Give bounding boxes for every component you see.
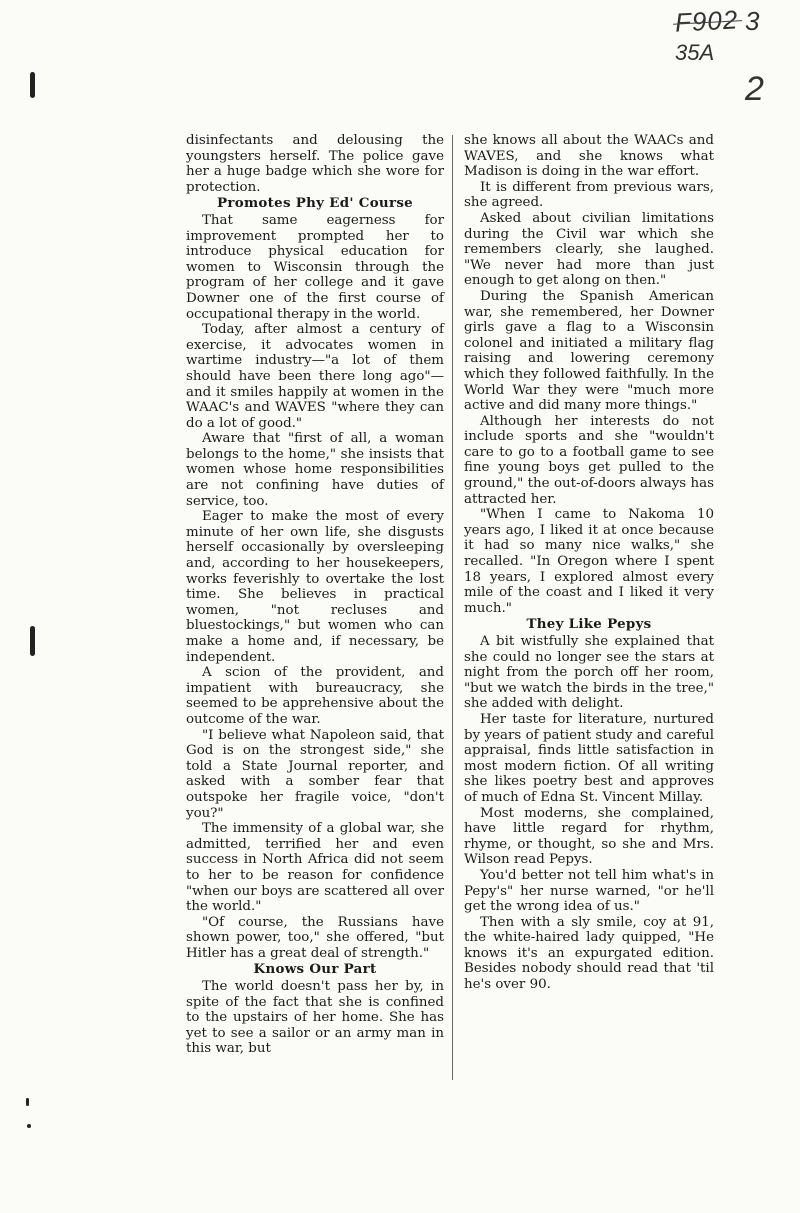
corner-number-annotation: 3	[745, 6, 760, 36]
archive-code-annotation: F902	[674, 4, 739, 38]
subheading-they-like-pepys: They Like Pepys	[526, 616, 652, 633]
column-intro-text: she knows all about the WAACs and WAVES, and she knows what Madison is doing in the war effort.	[464, 133, 714, 180]
paragraph: Eager to make the most of every minute of her own life, she disgusts herself occasionally by oversleeping and, according to her housekeepers, works feverishly to overtake the lost time. She believes in practical women, "not recluses and bluestockings," but women who can make a home and, if necessary, be independent.	[186, 509, 444, 665]
paragraph: Then with a sly smile, coy at 91, the white-haired lady quipped, "He knows it's an expurgated edition. Besides nobody should read that 'til he's over 90.	[464, 914, 714, 993]
binding-hole-mark	[30, 626, 35, 656]
paragraph: The immensity of a global war, she admitted, terrified her and even success in North Africa did not seem to her to be reason for confidence "when our boys are scattered all over the world."	[186, 821, 444, 915]
column-intro-text: disinfectants and delousing the youngsters herself. The police gave her a huge badge which she wore for protection.	[186, 133, 444, 195]
subheading-knows-our-part: Knows Our Part	[253, 961, 377, 978]
paragraph: A scion of the provident, and impatient with bureaucracy, she seemed to be apprehensive about the outcome of the war.	[186, 665, 444, 727]
paragraph: Although her interests do not include sports and she "wouldn't care to go to a football game to see fine young boys get pulled to the ground," the out-of-doors always has attracted her.	[464, 413, 714, 507]
subheading-promotes-phy-ed: Promotes Phy Ed' Course	[217, 195, 413, 212]
binding-hole-mark	[27, 1124, 31, 1128]
paragraph: Today, after almost a century of exercise, it advocates women in wartime industry—"a lot of them should have been there long ago"—and it smiles happily at women in the WAAC's and WAVES "where they can do a lot of good."	[186, 322, 444, 431]
paragraph: During the Spanish American war, she remembered, her Downer girls gave a flag to a Wisconsin colonel and initiated a military flag raising and lowering ceremony which they followed faithfully. In the World War they were "much more active and did many more things."	[464, 288, 714, 414]
paragraph: Her taste for literature, nurtured by years of patient study and careful appraisal, finds little satisfaction in most modern fiction. Of all writing she likes poetry best and approves of much of Edna St. Vincent Millay.	[464, 711, 714, 805]
paragraph: A bit wistfully she explained that she could no longer see the stars at night from the porch off her room, "but we watch the birds in the tree," she added with delight.	[464, 634, 714, 712]
article-column-right	[464, 133, 714, 993]
page-number-annotation: 2	[745, 70, 764, 108]
paragraph: That same eagerness for improvement prompted her to introduce physical education for women to Wisconsin through the program of her college and it gave Downer one of the first course of occupational therapy in the world.	[186, 212, 444, 322]
column-divider	[452, 135, 453, 1080]
paragraph: The world doesn't pass her by, in spite of the fact that she is confined to the upstairs of her home. She has yet to see a sailor or an army man in this war, but	[186, 979, 444, 1057]
article-column-left	[186, 133, 444, 1057]
archive-subcode-annotation: 35A	[675, 40, 715, 65]
paragraph: "I believe what Napoleon said, that God is on the strongest side," she told a State Journal reporter, and asked with a somber fear that outspoke her fragile voice, "don't you?"	[186, 727, 444, 821]
paragraph: "Of course, the Russians have shown power, too," she offered, "but Hitler has a great deal of strength."	[186, 914, 444, 961]
binding-hole-mark	[26, 1098, 29, 1106]
paragraph: It is different from previous wars, she agreed.	[464, 179, 714, 211]
binding-hole-mark	[30, 72, 35, 98]
paragraph: You'd better not tell him what's in Pepy's" her nurse warned, "or he'll get the wrong idea of us."	[464, 867, 714, 915]
paragraph: Asked about civilian limitations during the Civil war which she remembers clearly, she laughed. "We never had more than just enough to get along on then."	[464, 210, 714, 289]
paragraph: Aware that "first of all, a woman belongs to the home," she insists that women whose home responsibilities are not confining have duties of service, too.	[186, 431, 444, 509]
paragraph: Most moderns, she complained, have little regard for rhythm, rhyme, or thought, so she and Mrs. Wilson read Pepys.	[464, 805, 714, 868]
paragraph: "When I came to Nakoma 10 years ago, I liked it at once because it had so many nice walks," she recalled. "In Oregon where I spent 18 years, I explored almost every mile of the coast and I liked it very much."	[464, 507, 714, 616]
